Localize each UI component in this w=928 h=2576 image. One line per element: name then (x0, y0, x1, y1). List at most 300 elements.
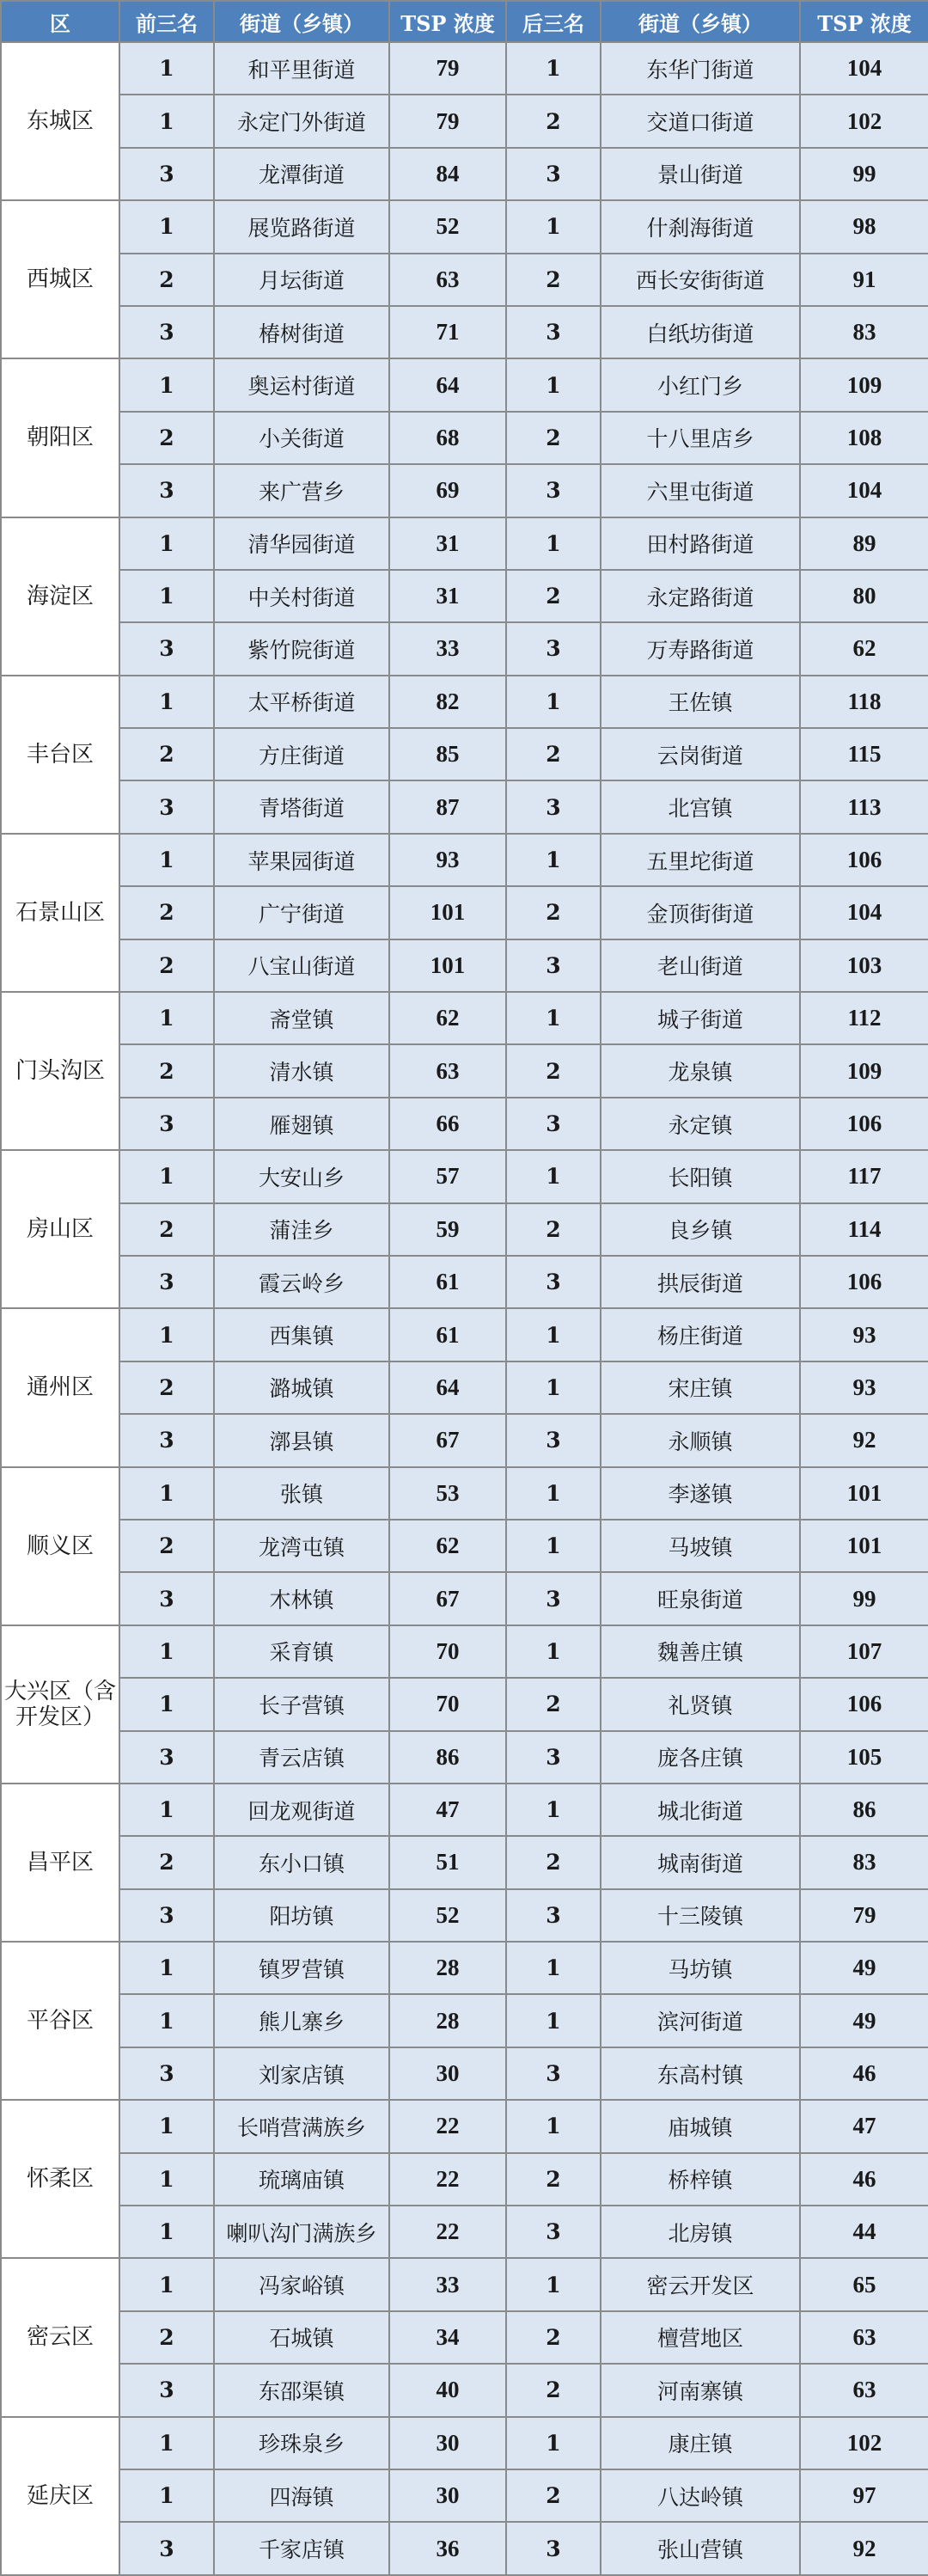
top-street-cell: 青塔街道 (214, 780, 389, 833)
top-tsp-cell: 71 (389, 306, 506, 358)
district-name: 昌平区 (1, 1784, 119, 1942)
bottom-street-cell: 西长安街街道 (601, 254, 800, 306)
bottom-street-cell: 庙城镇 (601, 2100, 800, 2152)
bottom-street-cell: 八达岭镇 (601, 2469, 800, 2522)
table-row (1, 622, 928, 675)
top-street-cell: 紫竹院街道 (214, 622, 389, 675)
top-rank-cell: 3 (119, 306, 214, 358)
bottom-street-cell: 城北街道 (601, 1784, 800, 1836)
top-tsp-cell: 31 (389, 517, 506, 570)
bottom-street-cell: 什刹海街道 (601, 200, 800, 253)
top-tsp-cell: 79 (389, 95, 506, 147)
top-tsp-cell: 22 (389, 2206, 506, 2258)
table-row (1, 2100, 928, 2152)
bottom-street-cell: 滨河街道 (601, 1994, 800, 2047)
bottom-tsp-cell: 105 (800, 1731, 928, 1784)
bottom-street-cell: 拱辰街道 (601, 1256, 800, 1308)
top-rank-cell: 3 (119, 2364, 214, 2416)
bottom-street-cell: 宋庄镇 (601, 1361, 800, 1414)
top-rank-cell: 1 (119, 2100, 214, 2152)
top-rank-cell: 3 (119, 1731, 214, 1784)
bottom-street-cell: 庞各庄镇 (601, 1731, 800, 1784)
top-street-cell: 阳坊镇 (214, 1889, 389, 1942)
bottom-tsp-cell: 104 (800, 42, 928, 95)
table-row (1, 2206, 928, 2258)
table-row (1, 780, 928, 833)
bottom-rank-cell: 3 (506, 464, 601, 517)
top-rank-cell: 2 (119, 886, 214, 939)
table-row (1, 1361, 928, 1414)
top-street-cell: 喇叭沟门满族乡 (214, 2206, 389, 2258)
bottom-rank-cell: 3 (506, 2206, 601, 2258)
header-row (1, 1, 928, 42)
bottom-tsp-cell: 49 (800, 1942, 928, 1994)
table-row (1, 464, 928, 517)
top-tsp-cell: 28 (389, 1942, 506, 1994)
bottom-street-cell: 魏善庄镇 (601, 1625, 800, 1678)
table-row (1, 42, 928, 95)
bottom-rank-cell: 3 (506, 939, 601, 992)
top-street-cell: 蒲洼乡 (214, 1203, 389, 1256)
bottom-rank-cell: 3 (506, 2047, 601, 2100)
bottom-street-cell: 龙泉镇 (601, 1044, 800, 1097)
bottom-rank-cell: 3 (506, 780, 601, 833)
top-rank-cell: 1 (119, 358, 214, 411)
top-rank-cell: 1 (119, 1678, 214, 1730)
header-district: 区 (1, 1, 119, 42)
bottom-tsp-cell: 109 (800, 358, 928, 411)
bottom-street-cell: 北房镇 (601, 2206, 800, 2258)
table-row (1, 728, 928, 780)
header-top-street: 街道（乡镇） (214, 1, 389, 42)
bottom-rank-cell: 2 (506, 95, 601, 147)
bottom-rank-cell: 1 (506, 1308, 601, 1361)
district-name: 石景山区 (1, 834, 119, 992)
bottom-tsp-cell: 46 (800, 2047, 928, 2100)
bottom-tsp-cell: 106 (800, 834, 928, 886)
table-row (1, 1098, 928, 1150)
bottom-rank-cell: 1 (506, 1625, 601, 1678)
bottom-tsp-cell: 99 (800, 148, 928, 200)
top-rank-cell: 3 (119, 622, 214, 675)
bottom-tsp-cell: 65 (800, 2258, 928, 2310)
top-tsp-cell: 70 (389, 1678, 506, 1730)
bottom-tsp-cell: 91 (800, 254, 928, 306)
bottom-rank-cell: 2 (506, 728, 601, 780)
bottom-street-cell: 马坡镇 (601, 1520, 800, 1572)
bottom-rank-cell: 2 (506, 412, 601, 464)
table-row (1, 2311, 928, 2364)
table-row (1, 1784, 928, 1836)
bottom-rank-cell: 1 (506, 2258, 601, 2310)
bottom-tsp-cell: 115 (800, 728, 928, 780)
table-row (1, 1414, 928, 1466)
top-tsp-cell: 70 (389, 1625, 506, 1678)
top-rank-cell: 2 (119, 254, 214, 306)
top-tsp-cell: 28 (389, 1994, 506, 2047)
table-row (1, 95, 928, 147)
top-rank-cell: 1 (119, 1150, 214, 1202)
bottom-tsp-cell: 98 (800, 200, 928, 253)
top-rank-cell: 3 (119, 780, 214, 833)
top-street-cell: 龙湾屯镇 (214, 1520, 389, 1572)
top-tsp-cell: 82 (389, 676, 506, 728)
top-tsp-cell: 63 (389, 1044, 506, 1097)
top-rank-cell: 1 (119, 517, 214, 570)
bottom-rank-cell: 2 (506, 1836, 601, 1888)
top-tsp-cell: 69 (389, 464, 506, 517)
top-tsp-cell: 101 (389, 886, 506, 939)
top-tsp-cell: 87 (389, 780, 506, 833)
top-street-cell: 八宝山街道 (214, 939, 389, 992)
top-rank-cell: 1 (119, 2153, 214, 2206)
top-rank-cell: 3 (119, 464, 214, 517)
bottom-street-cell: 张山营镇 (601, 2522, 800, 2574)
bottom-rank-cell: 1 (506, 676, 601, 728)
top-tsp-cell: 31 (389, 570, 506, 622)
bottom-tsp-cell: 62 (800, 622, 928, 675)
bottom-street-cell: 城南街道 (601, 1836, 800, 1888)
top-rank-cell: 3 (119, 1572, 214, 1625)
bottom-rank-cell: 3 (506, 2522, 601, 2574)
bottom-street-cell: 马坊镇 (601, 1942, 800, 1994)
top-tsp-cell: 36 (389, 2522, 506, 2574)
table-row (1, 834, 928, 886)
table-row (1, 939, 928, 992)
bottom-tsp-cell: 89 (800, 517, 928, 570)
bottom-tsp-cell: 49 (800, 1994, 928, 2047)
bottom-street-cell: 旺泉街道 (601, 1572, 800, 1625)
bottom-tsp-cell: 63 (800, 2364, 928, 2416)
top-street-cell: 苹果园街道 (214, 834, 389, 886)
bottom-rank-cell: 1 (506, 517, 601, 570)
bottom-street-cell: 永定镇 (601, 1098, 800, 1150)
top-tsp-cell: 30 (389, 2047, 506, 2100)
bottom-rank-cell: 2 (506, 570, 601, 622)
top-tsp-cell: 52 (389, 1889, 506, 1942)
top-street-cell: 霞云岭乡 (214, 1256, 389, 1308)
bottom-street-cell: 李遂镇 (601, 1467, 800, 1520)
table-row (1, 1625, 928, 1678)
district-name: 房山区 (1, 1150, 119, 1308)
table-row (1, 2153, 928, 2206)
table-row (1, 676, 928, 728)
bottom-street-cell: 河南寨镇 (601, 2364, 800, 2416)
bottom-tsp-cell: 103 (800, 939, 928, 992)
bottom-tsp-cell: 101 (800, 1467, 928, 1520)
bottom-tsp-cell: 97 (800, 2469, 928, 2522)
bottom-rank-cell: 2 (506, 2153, 601, 2206)
bottom-street-cell: 金顶街街道 (601, 886, 800, 939)
top-street-cell: 刘家店镇 (214, 2047, 389, 2100)
table-row (1, 412, 928, 464)
table-row (1, 1572, 928, 1625)
bottom-street-cell: 密云开发区 (601, 2258, 800, 2310)
top-street-cell: 张镇 (214, 1467, 389, 1520)
table-row (1, 992, 928, 1044)
bottom-street-cell: 檀营地区 (601, 2311, 800, 2364)
bottom-tsp-cell: 99 (800, 1572, 928, 1625)
bottom-tsp-cell: 118 (800, 676, 928, 728)
top-tsp-cell: 53 (389, 1467, 506, 1520)
top-rank-cell: 3 (119, 1889, 214, 1942)
bottom-tsp-cell: 104 (800, 464, 928, 517)
bottom-rank-cell: 2 (506, 1203, 601, 1256)
top-street-cell: 珍珠泉乡 (214, 2417, 389, 2469)
table-row (1, 1203, 928, 1256)
table-row (1, 2364, 928, 2416)
table-row (1, 570, 928, 622)
top-rank-cell: 1 (119, 2417, 214, 2469)
top-rank-cell: 1 (119, 1308, 214, 1361)
top-tsp-cell: 101 (389, 939, 506, 992)
top-street-cell: 永定门外街道 (214, 95, 389, 147)
top-street-cell: 千家店镇 (214, 2522, 389, 2574)
top-street-cell: 龙潭街道 (214, 148, 389, 200)
top-street-cell: 月坛街道 (214, 254, 389, 306)
top-street-cell: 漷县镇 (214, 1414, 389, 1466)
bottom-rank-cell: 1 (506, 1467, 601, 1520)
top-tsp-cell: 66 (389, 1098, 506, 1150)
top-street-cell: 熊儿寨乡 (214, 1994, 389, 2047)
district-name: 密云区 (1, 2258, 119, 2416)
table-row (1, 358, 928, 411)
bottom-street-cell: 礼贤镇 (601, 1678, 800, 1730)
bottom-street-cell: 云岗街道 (601, 728, 800, 780)
bottom-tsp-cell: 109 (800, 1044, 928, 1097)
table-row (1, 1678, 928, 1730)
top-street-cell: 奥运村街道 (214, 358, 389, 411)
bottom-street-cell: 北宫镇 (601, 780, 800, 833)
bottom-tsp-cell: 47 (800, 2100, 928, 2152)
bottom-street-cell: 长阳镇 (601, 1150, 800, 1202)
district-name: 怀柔区 (1, 2100, 119, 2258)
bottom-street-cell: 永定路街道 (601, 570, 800, 622)
top-rank-cell: 1 (119, 676, 214, 728)
top-street-cell: 方庄街道 (214, 728, 389, 780)
top-rank-cell: 3 (119, 2047, 214, 2100)
top-street-cell: 长哨营满族乡 (214, 2100, 389, 2152)
top-tsp-cell: 52 (389, 200, 506, 253)
table-row (1, 2258, 928, 2310)
bottom-rank-cell: 3 (506, 1572, 601, 1625)
bottom-street-cell: 东高村镇 (601, 2047, 800, 2100)
bottom-rank-cell: 1 (506, 992, 601, 1044)
header-bottom-rank: 后三名 (506, 1, 601, 42)
bottom-rank-cell: 2 (506, 2469, 601, 2522)
header-bottom-tsp: TSP 浓度 (800, 1, 928, 42)
top-rank-cell: 3 (119, 1098, 214, 1150)
bottom-rank-cell: 3 (506, 1256, 601, 1308)
bottom-rank-cell: 2 (506, 1678, 601, 1730)
bottom-street-cell: 六里屯街道 (601, 464, 800, 517)
bottom-rank-cell: 1 (506, 200, 601, 253)
bottom-street-cell: 王佐镇 (601, 676, 800, 728)
top-tsp-cell: 62 (389, 1520, 506, 1572)
table-row (1, 1889, 928, 1942)
table-row (1, 1150, 928, 1202)
bottom-rank-cell: 3 (506, 1731, 601, 1784)
bottom-tsp-cell: 46 (800, 2153, 928, 2206)
top-tsp-cell: 30 (389, 2469, 506, 2522)
top-tsp-cell: 22 (389, 2100, 506, 2152)
bottom-street-cell: 城子街道 (601, 992, 800, 1044)
bottom-rank-cell: 2 (506, 886, 601, 939)
table-row (1, 306, 928, 358)
bottom-tsp-cell: 93 (800, 1308, 928, 1361)
top-street-cell: 雁翅镇 (214, 1098, 389, 1150)
top-tsp-cell: 61 (389, 1256, 506, 1308)
district-name: 门头沟区 (1, 992, 119, 1150)
district-name: 朝阳区 (1, 358, 119, 517)
top-tsp-cell: 64 (389, 1361, 506, 1414)
top-tsp-cell: 67 (389, 1414, 506, 1466)
top-tsp-cell: 86 (389, 1731, 506, 1784)
top-rank-cell: 1 (119, 1625, 214, 1678)
district-name: 延庆区 (1, 2417, 119, 2575)
bottom-tsp-cell: 102 (800, 2417, 928, 2469)
top-street-cell: 来广营乡 (214, 464, 389, 517)
top-rank-cell: 1 (119, 570, 214, 622)
bottom-street-cell: 十三陵镇 (601, 1889, 800, 1942)
bottom-street-cell: 交道口街道 (601, 95, 800, 147)
bottom-tsp-cell: 92 (800, 1414, 928, 1466)
bottom-street-cell: 东华门街道 (601, 42, 800, 95)
bottom-rank-cell: 3 (506, 622, 601, 675)
top-rank-cell: 1 (119, 834, 214, 886)
top-tsp-cell: 63 (389, 254, 506, 306)
bottom-rank-cell: 3 (506, 1414, 601, 1466)
bottom-street-cell: 十八里店乡 (601, 412, 800, 464)
table-row (1, 254, 928, 306)
top-street-cell: 斋堂镇 (214, 992, 389, 1044)
header-bottom-street: 街道（乡镇） (601, 1, 800, 42)
table-row (1, 1520, 928, 1572)
bottom-tsp-cell: 104 (800, 886, 928, 939)
top-street-cell: 大安山乡 (214, 1150, 389, 1202)
bottom-street-cell: 白纸坊街道 (601, 306, 800, 358)
bottom-rank-cell: 3 (506, 1098, 601, 1150)
top-rank-cell: 1 (119, 2469, 214, 2522)
top-rank-cell: 3 (119, 1414, 214, 1466)
top-rank-cell: 1 (119, 1994, 214, 2047)
bottom-rank-cell: 1 (506, 358, 601, 411)
bottom-street-cell: 五里坨街道 (601, 834, 800, 886)
top-street-cell: 清水镇 (214, 1044, 389, 1097)
top-street-cell: 东小口镇 (214, 1836, 389, 1888)
top-rank-cell: 1 (119, 1784, 214, 1836)
bottom-tsp-cell: 93 (800, 1361, 928, 1414)
district-name: 平谷区 (1, 1942, 119, 2100)
bottom-street-cell: 永顺镇 (601, 1414, 800, 1466)
table-row (1, 1942, 928, 1994)
top-street-cell: 琉璃庙镇 (214, 2153, 389, 2206)
bottom-tsp-cell: 83 (800, 306, 928, 358)
top-rank-cell: 1 (119, 95, 214, 147)
bottom-tsp-cell: 92 (800, 2522, 928, 2574)
top-rank-cell: 1 (119, 992, 214, 1044)
top-street-cell: 东邵渠镇 (214, 2364, 389, 2416)
header-top-rank: 前三名 (119, 1, 214, 42)
top-tsp-cell: 84 (389, 148, 506, 200)
bottom-tsp-cell: 80 (800, 570, 928, 622)
table-row (1, 1467, 928, 1520)
bottom-tsp-cell: 101 (800, 1520, 928, 1572)
top-rank-cell: 3 (119, 2522, 214, 2574)
top-tsp-cell: 22 (389, 2153, 506, 2206)
bottom-street-cell: 小红门乡 (601, 358, 800, 411)
top-street-cell: 清华园街道 (214, 517, 389, 570)
top-rank-cell: 2 (119, 1836, 214, 1888)
bottom-rank-cell: 1 (506, 2417, 601, 2469)
bottom-rank-cell: 3 (506, 148, 601, 200)
top-street-cell: 小关街道 (214, 412, 389, 464)
top-rank-cell: 3 (119, 148, 214, 200)
top-street-cell: 展览路街道 (214, 200, 389, 253)
district-name: 海淀区 (1, 517, 119, 676)
district-name: 西城区 (1, 200, 119, 358)
bottom-rank-cell: 2 (506, 2364, 601, 2416)
top-tsp-cell: 33 (389, 622, 506, 675)
top-rank-cell: 2 (119, 939, 214, 992)
top-rank-cell: 1 (119, 2258, 214, 2310)
bottom-tsp-cell: 106 (800, 1678, 928, 1730)
bottom-tsp-cell: 79 (800, 1889, 928, 1942)
top-rank-cell: 1 (119, 2206, 214, 2258)
top-street-cell: 广宁街道 (214, 886, 389, 939)
top-rank-cell: 2 (119, 412, 214, 464)
bottom-tsp-cell: 117 (800, 1150, 928, 1202)
top-tsp-cell: 62 (389, 992, 506, 1044)
top-tsp-cell: 33 (389, 2258, 506, 2310)
top-tsp-cell: 61 (389, 1308, 506, 1361)
table-row (1, 1836, 928, 1888)
bottom-street-cell: 景山街道 (601, 148, 800, 200)
bottom-street-cell: 万寿路街道 (601, 622, 800, 675)
bottom-street-cell: 良乡镇 (601, 1203, 800, 1256)
table-row (1, 148, 928, 200)
table-row (1, 886, 928, 939)
top-street-cell: 采育镇 (214, 1625, 389, 1678)
top-tsp-cell: 30 (389, 2417, 506, 2469)
table-row (1, 1994, 928, 2047)
table-row (1, 517, 928, 570)
bottom-street-cell: 桥梓镇 (601, 2153, 800, 2206)
top-street-cell: 太平桥街道 (214, 676, 389, 728)
bottom-tsp-cell: 63 (800, 2311, 928, 2364)
table-row (1, 2417, 928, 2469)
top-tsp-cell: 68 (389, 412, 506, 464)
table-row (1, 1044, 928, 1097)
top-street-cell: 青云店镇 (214, 1731, 389, 1784)
bottom-rank-cell: 1 (506, 1150, 601, 1202)
top-tsp-cell: 40 (389, 2364, 506, 2416)
district-name: 通州区 (1, 1308, 119, 1466)
top-street-cell: 四海镇 (214, 2469, 389, 2522)
table-row (1, 2047, 928, 2100)
bottom-street-cell: 杨庄街道 (601, 1308, 800, 1361)
top-rank-cell: 2 (119, 1044, 214, 1097)
top-rank-cell: 1 (119, 200, 214, 253)
top-street-cell: 和平里街道 (214, 42, 389, 95)
bottom-tsp-cell: 83 (800, 1836, 928, 1888)
table-row (1, 1256, 928, 1308)
bottom-tsp-cell: 108 (800, 412, 928, 464)
top-street-cell: 中关村街道 (214, 570, 389, 622)
bottom-rank-cell: 1 (506, 42, 601, 95)
bottom-street-cell: 田村路街道 (601, 517, 800, 570)
bottom-tsp-cell: 106 (800, 1256, 928, 1308)
